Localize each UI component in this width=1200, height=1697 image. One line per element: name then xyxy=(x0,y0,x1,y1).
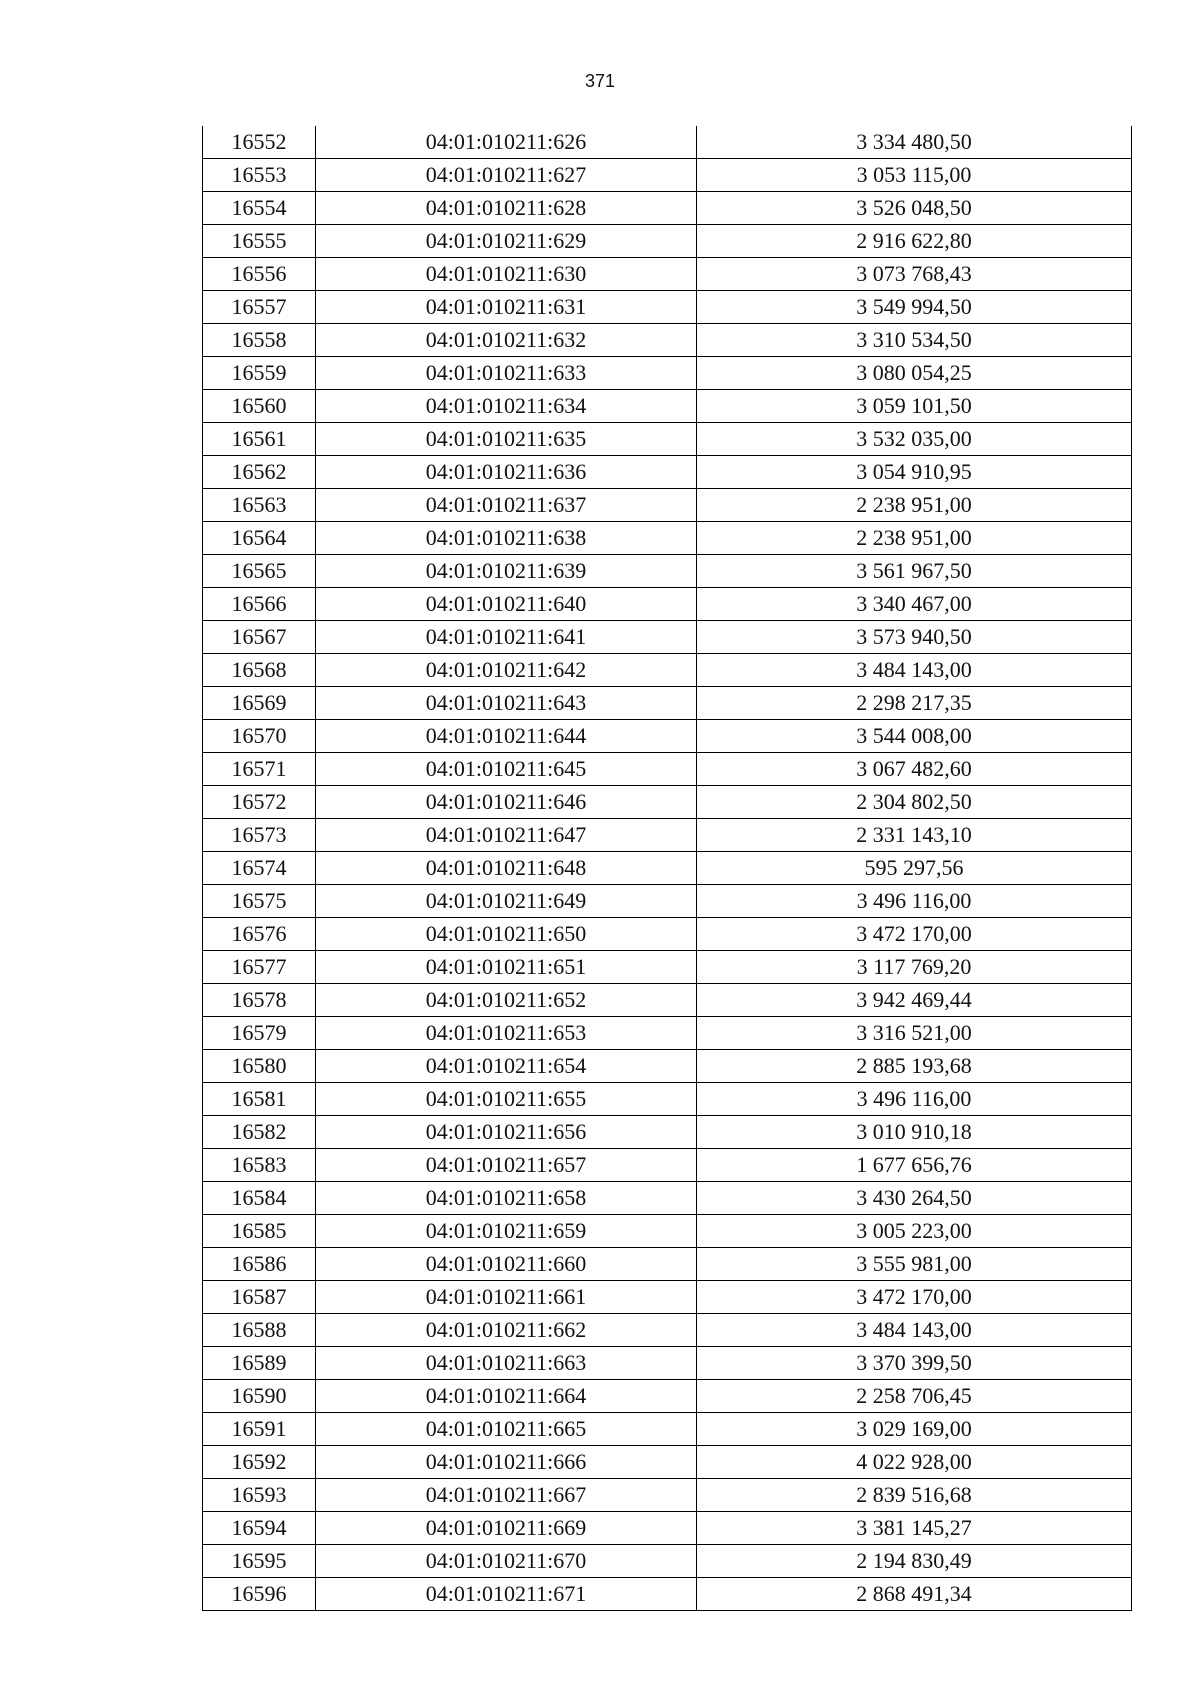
cadastral-number-cell: 04:01:010211:630 xyxy=(316,258,697,291)
cadastral-number-cell: 04:01:010211:647 xyxy=(316,819,697,852)
cadastral-number-cell: 04:01:010211:664 xyxy=(316,1380,697,1413)
row-number-cell: 16579 xyxy=(203,1017,316,1050)
value-cell: 3 555 981,00 xyxy=(697,1248,1132,1281)
table-row xyxy=(203,126,1132,159)
row-number-cell: 16570 xyxy=(203,720,316,753)
value-cell: 3 381 145,27 xyxy=(697,1512,1132,1545)
table-row xyxy=(203,786,1132,819)
row-number-cell: 16590 xyxy=(203,1380,316,1413)
value-cell: 3 561 967,50 xyxy=(697,555,1132,588)
table-row xyxy=(203,720,1132,753)
table-row xyxy=(203,423,1132,456)
cadastral-number-cell: 04:01:010211:651 xyxy=(316,951,697,984)
value-cell: 3 472 170,00 xyxy=(697,1281,1132,1314)
cadastral-number-cell: 04:01:010211:663 xyxy=(316,1347,697,1380)
row-number-cell: 16553 xyxy=(203,159,316,192)
table-row xyxy=(203,1017,1132,1050)
value-cell: 3 010 910,18 xyxy=(697,1116,1132,1149)
cadastral-number-cell: 04:01:010211:660 xyxy=(316,1248,697,1281)
row-number-cell: 16588 xyxy=(203,1314,316,1347)
cadastral-number-cell: 04:01:010211:641 xyxy=(316,621,697,654)
table-row xyxy=(203,522,1132,555)
cadastral-number-cell: 04:01:010211:665 xyxy=(316,1413,697,1446)
value-cell: 3 117 769,20 xyxy=(697,951,1132,984)
value-cell: 3 496 116,00 xyxy=(697,1083,1132,1116)
cadastral-number-cell: 04:01:010211:638 xyxy=(316,522,697,555)
table-row xyxy=(203,819,1132,852)
cadastral-number-cell: 04:01:010211:661 xyxy=(316,1281,697,1314)
table-row xyxy=(203,753,1132,786)
row-number-cell: 16592 xyxy=(203,1446,316,1479)
row-number-cell: 16558 xyxy=(203,324,316,357)
value-cell: 2 331 143,10 xyxy=(697,819,1132,852)
row-number-cell: 16583 xyxy=(203,1149,316,1182)
row-number-cell: 16575 xyxy=(203,885,316,918)
row-number-cell: 16596 xyxy=(203,1578,316,1611)
cadastral-number-cell: 04:01:010211:667 xyxy=(316,1479,697,1512)
value-cell: 3 370 399,50 xyxy=(697,1347,1132,1380)
value-cell: 2 839 516,68 xyxy=(697,1479,1132,1512)
value-cell: 3 549 994,50 xyxy=(697,291,1132,324)
cadastral-number-cell: 04:01:010211:632 xyxy=(316,324,697,357)
cadastral-number-cell: 04:01:010211:637 xyxy=(316,489,697,522)
value-cell: 3 310 534,50 xyxy=(697,324,1132,357)
value-cell: 3 005 223,00 xyxy=(697,1215,1132,1248)
value-cell: 2 304 802,50 xyxy=(697,786,1132,819)
value-cell: 3 073 768,43 xyxy=(697,258,1132,291)
value-cell: 595 297,56 xyxy=(697,852,1132,885)
row-number-cell: 16571 xyxy=(203,753,316,786)
row-number-cell: 16591 xyxy=(203,1413,316,1446)
cadastral-number-cell: 04:01:010211:671 xyxy=(316,1578,697,1611)
cadastral-number-cell: 04:01:010211:645 xyxy=(316,753,697,786)
table-row xyxy=(203,1578,1132,1611)
table-row xyxy=(203,324,1132,357)
value-cell: 1 677 656,76 xyxy=(697,1149,1132,1182)
cadastral-number-cell: 04:01:010211:649 xyxy=(316,885,697,918)
table-row xyxy=(203,687,1132,720)
cadastral-number-cell: 04:01:010211:655 xyxy=(316,1083,697,1116)
table-row xyxy=(203,357,1132,390)
row-number-cell: 16566 xyxy=(203,588,316,621)
table-row xyxy=(203,885,1132,918)
table-row xyxy=(203,1116,1132,1149)
cadastral-number-cell: 04:01:010211:646 xyxy=(316,786,697,819)
table-row xyxy=(203,192,1132,225)
table-row xyxy=(203,1215,1132,1248)
table-row xyxy=(203,258,1132,291)
cadastral-number-cell: 04:01:010211:643 xyxy=(316,687,697,720)
value-cell: 3 573 940,50 xyxy=(697,621,1132,654)
cadastral-number-cell: 04:01:010211:657 xyxy=(316,1149,697,1182)
row-number-cell: 16593 xyxy=(203,1479,316,1512)
cadastral-number-cell: 04:01:010211:626 xyxy=(316,126,697,159)
row-number-cell: 16561 xyxy=(203,423,316,456)
value-cell: 3 532 035,00 xyxy=(697,423,1132,456)
row-number-cell: 16573 xyxy=(203,819,316,852)
table-row xyxy=(203,1083,1132,1116)
row-number-cell: 16568 xyxy=(203,654,316,687)
row-number-cell: 16580 xyxy=(203,1050,316,1083)
table-row xyxy=(203,918,1132,951)
table-row xyxy=(203,621,1132,654)
table-row xyxy=(203,1545,1132,1578)
cadastral-number-cell: 04:01:010211:666 xyxy=(316,1446,697,1479)
row-number-cell: 16577 xyxy=(203,951,316,984)
row-number-cell: 16552 xyxy=(203,126,316,159)
value-cell: 3 430 264,50 xyxy=(697,1182,1132,1215)
value-cell: 3 942 469,44 xyxy=(697,984,1132,1017)
value-cell: 2 238 951,00 xyxy=(697,522,1132,555)
row-number-cell: 16562 xyxy=(203,456,316,489)
table-row xyxy=(203,1446,1132,1479)
table-row xyxy=(203,225,1132,258)
row-number-cell: 16555 xyxy=(203,225,316,258)
row-number-cell: 16572 xyxy=(203,786,316,819)
cadastral-number-cell: 04:01:010211:631 xyxy=(316,291,697,324)
value-cell: 3 526 048,50 xyxy=(697,192,1132,225)
row-number-cell: 16585 xyxy=(203,1215,316,1248)
table-row xyxy=(203,1479,1132,1512)
table-row xyxy=(203,951,1132,984)
table-row xyxy=(203,984,1132,1017)
value-cell: 2 194 830,49 xyxy=(697,1545,1132,1578)
value-cell: 3 472 170,00 xyxy=(697,918,1132,951)
table-row xyxy=(203,390,1132,423)
cadastral-number-cell: 04:01:010211:656 xyxy=(316,1116,697,1149)
row-number-cell: 16569 xyxy=(203,687,316,720)
cadastral-number-cell: 04:01:010211:635 xyxy=(316,423,697,456)
row-number-cell: 16582 xyxy=(203,1116,316,1149)
cadastral-number-cell: 04:01:010211:642 xyxy=(316,654,697,687)
row-number-cell: 16578 xyxy=(203,984,316,1017)
value-cell: 3 484 143,00 xyxy=(697,1314,1132,1347)
data-table xyxy=(202,126,1132,1611)
row-number-cell: 16559 xyxy=(203,357,316,390)
value-cell: 3 054 910,95 xyxy=(697,456,1132,489)
cadastral-number-cell: 04:01:010211:628 xyxy=(316,192,697,225)
value-cell: 2 298 217,35 xyxy=(697,687,1132,720)
cadastral-number-cell: 04:01:010211:648 xyxy=(316,852,697,885)
value-cell: 3 059 101,50 xyxy=(697,390,1132,423)
cadastral-number-cell: 04:01:010211:627 xyxy=(316,159,697,192)
row-number-cell: 16594 xyxy=(203,1512,316,1545)
table-row xyxy=(203,1149,1132,1182)
row-number-cell: 16564 xyxy=(203,522,316,555)
cadastral-number-cell: 04:01:010211:653 xyxy=(316,1017,697,1050)
value-cell: 3 316 521,00 xyxy=(697,1017,1132,1050)
row-number-cell: 16567 xyxy=(203,621,316,654)
cadastral-number-cell: 04:01:010211:650 xyxy=(316,918,697,951)
table-row xyxy=(203,1413,1132,1446)
row-number-cell: 16589 xyxy=(203,1347,316,1380)
row-number-cell: 16586 xyxy=(203,1248,316,1281)
table-row xyxy=(203,159,1132,192)
cadastral-number-cell: 04:01:010211:659 xyxy=(316,1215,697,1248)
table-row xyxy=(203,456,1132,489)
cadastral-number-cell: 04:01:010211:658 xyxy=(316,1182,697,1215)
value-cell: 3 334 480,50 xyxy=(697,126,1132,159)
value-cell: 3 484 143,00 xyxy=(697,654,1132,687)
row-number-cell: 16595 xyxy=(203,1545,316,1578)
cadastral-number-cell: 04:01:010211:652 xyxy=(316,984,697,1017)
table-row xyxy=(203,588,1132,621)
value-cell: 2 258 706,45 xyxy=(697,1380,1132,1413)
table-row xyxy=(203,489,1132,522)
table-row xyxy=(203,1314,1132,1347)
value-cell: 3 029 169,00 xyxy=(697,1413,1132,1446)
cadastral-number-cell: 04:01:010211:654 xyxy=(316,1050,697,1083)
row-number-cell: 16554 xyxy=(203,192,316,225)
cadastral-number-cell: 04:01:010211:629 xyxy=(316,225,697,258)
cadastral-number-cell: 04:01:010211:634 xyxy=(316,390,697,423)
page-number: 371 xyxy=(584,71,616,91)
table-row xyxy=(203,1380,1132,1413)
row-number-cell: 16574 xyxy=(203,852,316,885)
cadastral-number-cell: 04:01:010211:670 xyxy=(316,1545,697,1578)
cadastral-number-cell: 04:01:010211:669 xyxy=(316,1512,697,1545)
row-number-cell: 16584 xyxy=(203,1182,316,1215)
row-number-cell: 16576 xyxy=(203,918,316,951)
table-row xyxy=(203,852,1132,885)
cadastral-number-cell: 04:01:010211:633 xyxy=(316,357,697,390)
cadastral-number-cell: 04:01:010211:639 xyxy=(316,555,697,588)
value-cell: 3 544 008,00 xyxy=(697,720,1132,753)
table-row xyxy=(203,291,1132,324)
value-cell: 2 868 491,34 xyxy=(697,1578,1132,1611)
table-row xyxy=(203,1050,1132,1083)
value-cell: 4 022 928,00 xyxy=(697,1446,1132,1479)
table-row xyxy=(203,1347,1132,1380)
value-cell: 3 340 467,00 xyxy=(697,588,1132,621)
row-number-cell: 16560 xyxy=(203,390,316,423)
row-number-cell: 16557 xyxy=(203,291,316,324)
value-cell: 3 080 054,25 xyxy=(697,357,1132,390)
table-row xyxy=(203,1182,1132,1215)
table-row xyxy=(203,654,1132,687)
row-number-cell: 16563 xyxy=(203,489,316,522)
row-number-cell: 16581 xyxy=(203,1083,316,1116)
cadastral-number-cell: 04:01:010211:636 xyxy=(316,456,697,489)
cadastral-number-cell: 04:01:010211:662 xyxy=(316,1314,697,1347)
row-number-cell: 16565 xyxy=(203,555,316,588)
table-row xyxy=(203,555,1132,588)
value-cell: 2 885 193,68 xyxy=(697,1050,1132,1083)
table-row xyxy=(203,1281,1132,1314)
value-cell: 3 053 115,00 xyxy=(697,159,1132,192)
cadastral-number-cell: 04:01:010211:640 xyxy=(316,588,697,621)
cadastral-number-cell: 04:01:010211:644 xyxy=(316,720,697,753)
value-cell: 3 496 116,00 xyxy=(697,885,1132,918)
table-row xyxy=(203,1512,1132,1545)
table-body xyxy=(203,126,1132,1611)
row-number-cell: 16556 xyxy=(203,258,316,291)
table-row xyxy=(203,1248,1132,1281)
row-number-cell: 16587 xyxy=(203,1281,316,1314)
value-cell: 2 916 622,80 xyxy=(697,225,1132,258)
value-cell: 2 238 951,00 xyxy=(697,489,1132,522)
value-cell: 3 067 482,60 xyxy=(697,753,1132,786)
